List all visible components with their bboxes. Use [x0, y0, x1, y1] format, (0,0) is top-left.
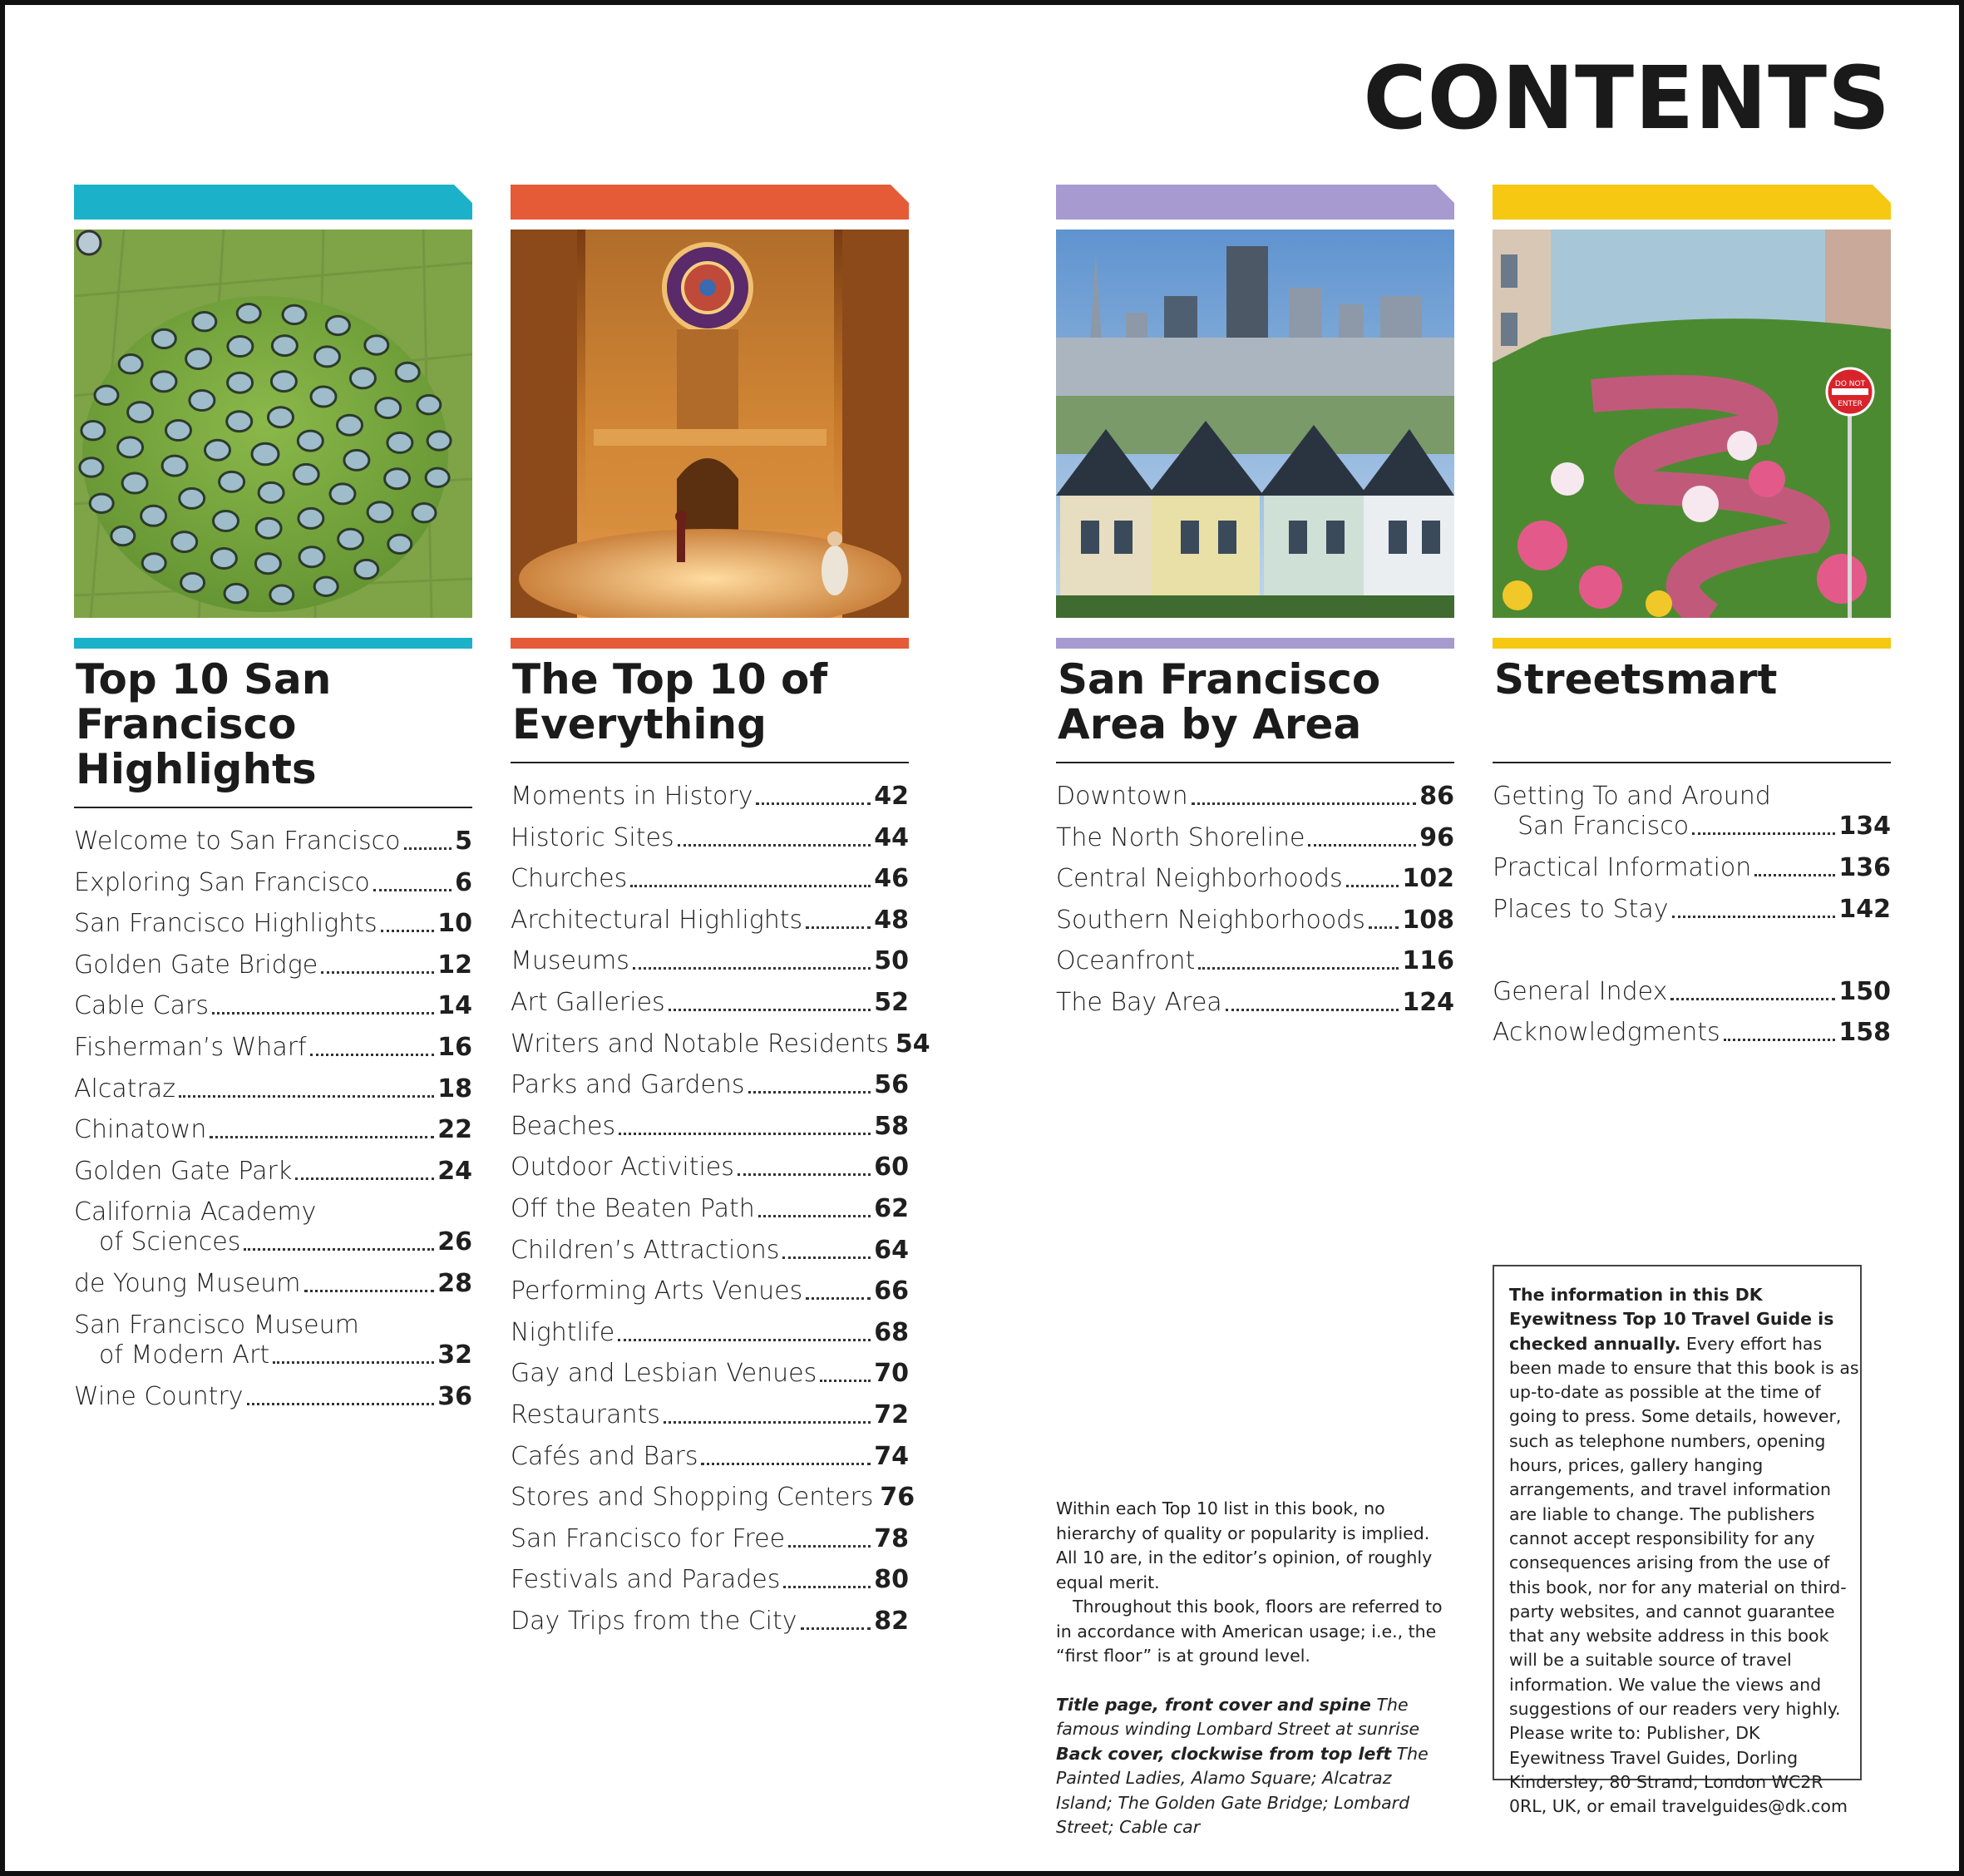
info-lead: The information in this DK Eyewitness Top 10 Travel Guide is checked annually. — [1509, 1285, 1834, 1354]
photo-painted-ladies — [1056, 230, 1454, 618]
dot-leader — [310, 1054, 435, 1056]
toc-entry-label: Outdoor Activities — [511, 1153, 734, 1182]
section-bar-orange — [511, 638, 909, 649]
toc-entry[interactable] — [1493, 853, 1891, 895]
dot-leader — [701, 1463, 871, 1465]
skylight — [211, 549, 236, 569]
dot-leader — [801, 1627, 871, 1630]
toc-entry-label-line1: California Academy — [74, 1197, 317, 1227]
toc-entry-label: Parks and Gardens — [511, 1070, 745, 1100]
skylight — [90, 494, 113, 512]
toc-entry[interactable] — [1056, 782, 1454, 823]
toc-entry[interactable] — [74, 1382, 472, 1424]
dot-leader — [618, 1339, 871, 1341]
toc-entry-page: 82 — [874, 1606, 909, 1636]
dot-leader — [1308, 844, 1416, 847]
toc-entry-label: Golden Gate Park — [74, 1156, 293, 1186]
toc-entry-page: 78 — [874, 1523, 909, 1553]
sign-text-bottom: ENTER — [1838, 400, 1863, 408]
dot-leader — [738, 1173, 871, 1176]
toc-entry-page: 60 — [874, 1153, 909, 1182]
toc-entry-label-line1: Getting To and Around — [1493, 782, 1771, 811]
skylight — [214, 511, 239, 531]
section-bar-cyan — [74, 638, 472, 649]
toc-entry-page: 124 — [1402, 987, 1454, 1017]
skylight — [166, 421, 191, 441]
skylight — [225, 584, 248, 602]
cathedral-image — [511, 230, 909, 618]
toc-entry-label: San Francisco for Free — [511, 1523, 786, 1553]
toc-entry-label: Day Trips from the City — [511, 1606, 797, 1636]
toc-entry-page: 134 — [1838, 812, 1891, 841]
skylight — [152, 329, 175, 348]
toc-entry-label: of Modern Art — [99, 1340, 270, 1370]
toc-entry[interactable] — [511, 1400, 909, 1442]
dot-leader — [758, 1215, 871, 1217]
skylight — [396, 363, 419, 381]
skylight — [344, 450, 369, 470]
toc-entry[interactable] — [74, 991, 472, 1033]
toc-entry-page: 102 — [1402, 864, 1454, 894]
toc-entry-page: 116 — [1402, 946, 1454, 976]
dot-leader — [806, 926, 871, 929]
toc-entry-page: 5 — [455, 827, 472, 856]
toc-entry[interactable] — [74, 1074, 472, 1116]
photo-lombard-street — [1493, 230, 1891, 618]
skylight — [151, 372, 176, 392]
toc-entry[interactable] — [1493, 977, 1891, 1019]
skylight — [388, 535, 412, 553]
skylight — [190, 391, 215, 411]
toc-entry-page: 28 — [437, 1269, 472, 1299]
toc-entry-label: Places to Stay — [1493, 894, 1669, 924]
dot-leader — [1226, 1009, 1399, 1011]
dot-leader — [1670, 998, 1835, 1000]
skylight — [355, 560, 378, 578]
dot-leader — [247, 1403, 435, 1405]
toc-entry[interactable] — [74, 1115, 472, 1157]
dot-leader — [404, 847, 452, 850]
section-everything — [511, 185, 930, 1647]
skylight — [294, 464, 318, 484]
toc-entry-label: Fisherman’s Wharf — [74, 1032, 307, 1062]
toc-entry[interactable] — [511, 906, 909, 947]
dot-leader — [788, 1545, 871, 1548]
skylight — [228, 373, 253, 392]
painted-ladies-image — [1056, 230, 1454, 618]
toc-entry-page: 136 — [1838, 853, 1891, 882]
dot-leader — [295, 1177, 434, 1180]
info-body: Every effort has been made to ensure that this book is as up-to-date as possible at the time of going to press. Some details, however, such as telephone numbers, opening hours, prices, gallery hanging arrangements, and travel information are liable to change. The publishers cannot accept responsibility for any consequences arising from the use of this book, nor for any material on third-party websites, and cannot guarantee that any website address in this book will be a suitable source of travel information. We value the views and suggestions of our readers very highly. Please write to: Publisher, DK Eyewitness Travel Guides, Dorling Kindersley, 80 Strand, London WC2R 0RL, UK, or email travelguides@dk.com — [1509, 1333, 1859, 1817]
toc-entry-label: Gay and Lesbian Venues — [511, 1359, 817, 1389]
toc-entry[interactable] — [74, 1197, 472, 1269]
skylight — [227, 412, 252, 432]
dot-leader — [381, 930, 435, 932]
toc-entry[interactable] — [511, 1318, 909, 1360]
skylight — [365, 336, 388, 354]
toc-entry-label: Practical Information — [1493, 853, 1752, 882]
toc-entry-label: Moments in History — [511, 782, 753, 811]
section-title: Top 10 San Francisco Highlights — [76, 655, 332, 793]
toc-entry[interactable] — [1493, 782, 1891, 853]
skylight — [376, 398, 401, 418]
toc-entry-page: 64 — [874, 1235, 909, 1265]
dot-leader — [1369, 926, 1399, 929]
toc-entry-label: The Bay Area — [1056, 987, 1222, 1017]
info-disclaimer-box — [1493, 1265, 1862, 1817]
skylight — [256, 518, 281, 538]
toc-entry-label: Cable Cars — [74, 991, 209, 1021]
skylight — [255, 554, 280, 574]
skylight — [412, 504, 436, 522]
skylight — [142, 554, 165, 572]
toc-entry-label: de Young Museum — [74, 1269, 301, 1299]
dot-leader — [783, 1586, 871, 1588]
section-tab-lavender — [1056, 185, 1454, 220]
skylight — [128, 402, 153, 422]
toc-entry-page: 150 — [1838, 976, 1891, 1006]
toc-entry[interactable] — [511, 1607, 909, 1648]
dot-leader — [321, 971, 434, 974]
toc-entry-label: Downtown — [1056, 782, 1188, 811]
skylight — [118, 437, 143, 457]
toc-entry[interactable] — [74, 868, 472, 910]
toc-entry-label: San Francisco Highlights — [74, 909, 378, 939]
section-area-by-area — [1056, 185, 1454, 1029]
toc-entry-label: Alcatraz — [74, 1074, 175, 1103]
note-floors: Throughout this book, floors are referred to in accordance with American usage; i.e., the “first floor” is at ground level. — [1056, 1597, 1443, 1666]
skylight — [326, 316, 349, 334]
section-rule — [74, 807, 472, 808]
toc-entry[interactable] — [511, 1483, 915, 1524]
toc-entry-page: 14 — [437, 991, 472, 1021]
toc-entry-label: Performing Arts Venues — [511, 1276, 803, 1306]
dot-leader — [179, 1095, 434, 1098]
toc-entry[interactable] — [511, 1442, 909, 1484]
toc-list — [74, 827, 472, 1424]
dot-leader — [273, 1361, 434, 1364]
skylight — [426, 468, 449, 486]
toc-entry-page: 52 — [874, 987, 909, 1017]
toc-entry-label: Historic Sites — [511, 822, 674, 852]
toc-entry-page: 18 — [437, 1074, 472, 1103]
toc-entry[interactable] — [511, 782, 909, 823]
skylight — [205, 440, 230, 460]
skylight — [228, 337, 253, 357]
toc-entry[interactable] — [1056, 988, 1454, 1029]
dot-leader — [1198, 967, 1399, 970]
section-title: The Top 10 of Everything — [512, 655, 828, 748]
toc-entry-label: Chinatown — [74, 1115, 207, 1145]
cover-caption: Title page, front cover and spine The famous winding Lombard Street at sunrise Back cover, clockwise from top left The Painted Ladies, Alamo Square; Alcatraz Island; The Golden Gate Bridge; Lombard Street; Cable car — [1056, 1694, 1429, 1837]
section-rule — [1493, 762, 1891, 763]
toc-entry-label: Museums — [511, 946, 629, 976]
toc-entry-page: 6 — [455, 867, 472, 897]
dot-leader — [1672, 916, 1836, 918]
toc-entry[interactable] — [511, 1112, 909, 1153]
toc-entry-label: Beaches — [511, 1111, 616, 1141]
skylight — [111, 526, 135, 545]
toc-entry-page: 74 — [874, 1441, 909, 1471]
toc-entry[interactable] — [511, 1524, 909, 1566]
toc-entry-page: 108 — [1402, 905, 1454, 935]
toc-entry[interactable] — [1056, 906, 1454, 947]
skylight — [298, 431, 323, 451]
toc-entry[interactable] — [511, 1359, 909, 1400]
toc-entry[interactable] — [74, 1033, 472, 1074]
section-title: Streetsmart — [1494, 655, 1778, 704]
toc-entry-page: 44 — [874, 822, 909, 852]
section-tab-orange — [511, 185, 909, 220]
skylight — [270, 585, 294, 604]
dot-leader — [806, 1297, 871, 1300]
toc-entry-page: 68 — [874, 1317, 909, 1347]
note-hierarchy: Within each Top 10 list in this book, no hierarchy of quality or popularity is implied. All 10 are, in the editor’s opinion, of roughly equal merit. — [1056, 1498, 1433, 1592]
toc-entry[interactable] — [511, 1070, 909, 1112]
toc-entry-label: Architectural Highlights — [511, 905, 803, 935]
section-bar-lavender — [1056, 638, 1454, 649]
skylight — [368, 502, 392, 522]
toc-entry[interactable] — [1056, 823, 1454, 865]
skylight — [252, 443, 279, 465]
toc-entry[interactable] — [511, 823, 909, 865]
toc-entry-page: 80 — [874, 1565, 909, 1595]
toc-entry[interactable] — [511, 1236, 909, 1277]
toc-entry-label: Exploring San Francisco — [74, 867, 370, 897]
section-rule — [511, 762, 909, 763]
toc-entry[interactable] — [511, 946, 909, 988]
skylight — [141, 506, 166, 526]
toc-entry-label: Wine Country — [74, 1381, 244, 1411]
section-bar-yellow — [1493, 638, 1891, 649]
toc-spacer — [1493, 936, 1891, 977]
toc-entry-page: 66 — [874, 1276, 909, 1306]
toc-entry[interactable] — [511, 864, 909, 906]
toc-entry-label: Nightlife — [511, 1317, 615, 1347]
toc-entry[interactable] — [74, 1157, 472, 1198]
skylight — [311, 387, 336, 407]
toc-entry-page: 56 — [874, 1070, 909, 1100]
dot-leader — [212, 1012, 434, 1015]
toc-entry-page: 142 — [1838, 894, 1891, 924]
dot-leader — [664, 1421, 871, 1424]
skylight — [283, 305, 306, 323]
skylight — [387, 432, 412, 452]
toc-entry-page: 72 — [874, 1400, 909, 1429]
dot-leader — [1192, 802, 1417, 805]
section-title: San Francisco Area by Area — [1058, 655, 1381, 748]
toc-entry-label: Cafés and Bars — [511, 1441, 698, 1471]
toc-entry[interactable] — [511, 1194, 909, 1236]
dot-leader — [1724, 1039, 1836, 1041]
toc-entry[interactable] — [74, 1311, 472, 1382]
skylight — [119, 355, 142, 373]
section-tab-cyan — [74, 185, 472, 220]
toc-list — [511, 782, 930, 1647]
skylight — [315, 347, 340, 367]
dot-leader — [1754, 874, 1835, 876]
toc-entry-page: 62 — [874, 1193, 909, 1223]
toc-entry-page: 24 — [437, 1156, 472, 1186]
toc-entry-label: Stores and Shopping Centers — [511, 1483, 874, 1513]
toc-entry[interactable] — [74, 1269, 472, 1311]
skylight — [186, 349, 211, 369]
dot-leader — [633, 967, 871, 970]
skylight — [237, 304, 260, 323]
skylight — [220, 471, 244, 491]
toc-entry[interactable] — [1056, 864, 1454, 906]
dot-leader — [820, 1380, 871, 1382]
skylight — [427, 432, 451, 450]
toc-entry[interactable] — [74, 827, 472, 868]
toc-entry-page: 86 — [1419, 782, 1454, 811]
dot-leader — [669, 1009, 871, 1011]
section-tab-yellow — [1493, 185, 1891, 220]
dot-leader — [630, 885, 871, 887]
toc-entry-page: 12 — [437, 950, 472, 980]
toc-entry[interactable] — [511, 1029, 930, 1071]
skylight — [272, 336, 297, 356]
toc-list — [1493, 782, 1891, 1059]
toc-entry-label: San Francisco — [1517, 812, 1690, 841]
toc-entry[interactable] — [1493, 895, 1891, 936]
toc-entry[interactable] — [511, 1565, 909, 1607]
dot-leader — [748, 1091, 871, 1094]
toc-entry-page: 76 — [880, 1483, 915, 1513]
section-streetsmart — [1493, 185, 1891, 1059]
skylight — [338, 415, 363, 435]
skylight — [80, 458, 103, 476]
toc-entry-page: 54 — [895, 1029, 930, 1059]
toc-entry-label: Golden Gate Bridge — [74, 950, 318, 980]
toc-entry-label: Oceanfront — [1056, 946, 1196, 976]
toc-entry-label: of Sciences — [99, 1227, 241, 1257]
sign-text-top: DO NOT — [1834, 380, 1866, 388]
toc-entry-label: Off the Beaten Path — [511, 1193, 755, 1223]
toc-entry-page: 22 — [437, 1115, 472, 1145]
skylight — [95, 386, 118, 404]
skylight — [259, 482, 284, 502]
skylight — [162, 456, 187, 476]
section-rule — [1056, 762, 1454, 763]
skylight — [417, 396, 441, 414]
toc-entry-label: Welcome to San Francisco — [74, 827, 401, 856]
toc-entry-page: 36 — [437, 1381, 472, 1411]
dot-leader — [244, 1248, 434, 1251]
toc-entry-page: 26 — [437, 1227, 472, 1257]
skylight — [271, 372, 296, 392]
skylight — [314, 577, 338, 595]
dot-leader — [678, 844, 871, 847]
dot-leader — [1692, 832, 1835, 835]
toc-entry[interactable] — [1056, 946, 1454, 988]
toc-entry-page: 50 — [874, 946, 909, 976]
skylight — [180, 488, 205, 508]
skylight — [385, 469, 410, 489]
toc-entry-page: 96 — [1419, 822, 1454, 852]
skylight — [350, 368, 375, 388]
living-roof-image — [74, 230, 472, 618]
toc-entry-label: Southern Neighborhoods — [1056, 905, 1365, 935]
skylight — [172, 532, 197, 552]
skylight — [299, 508, 323, 528]
toc-entry[interactable] — [74, 950, 472, 992]
skylight — [299, 547, 324, 567]
toc-list — [1056, 782, 1454, 1029]
photo-living-roof — [74, 230, 472, 618]
toc-entry-label: Children’s Attractions — [511, 1235, 780, 1265]
toc-entry-label: Restaurants — [511, 1400, 660, 1429]
toc-entry[interactable] — [1493, 1018, 1891, 1059]
section-highlights — [74, 185, 472, 1424]
page-title: CONTENTS — [1363, 47, 1891, 149]
toc-entry[interactable] — [511, 988, 909, 1029]
toc-entry-label-line1: San Francisco Museum — [74, 1310, 359, 1340]
toc-entry[interactable] — [511, 1153, 909, 1194]
toc-entry-page: 48 — [874, 905, 909, 935]
lombard-street-image — [1493, 230, 1891, 618]
toc-entry-label: General Index — [1493, 976, 1668, 1006]
toc-entry-page: 46 — [874, 864, 909, 894]
toc-entry-label: Acknowledgments — [1493, 1018, 1720, 1048]
toc-entry-label: Festivals and Parades — [511, 1565, 781, 1595]
skylight — [330, 484, 355, 504]
dot-leader — [373, 889, 452, 891]
toc-entry-page: 16 — [437, 1032, 472, 1062]
toc-entry[interactable] — [511, 1276, 909, 1318]
dot-leader — [304, 1290, 435, 1292]
skylight — [181, 573, 205, 591]
skylight — [338, 529, 363, 549]
skylight — [193, 313, 216, 331]
dot-leader — [210, 1136, 434, 1138]
toc-entry-page: 158 — [1838, 1018, 1891, 1048]
dot-leader — [619, 1133, 871, 1135]
toc-entry[interactable] — [74, 909, 472, 950]
toc-entry-page: 70 — [874, 1359, 909, 1389]
toc-entry-label: Central Neighborhoods — [1056, 864, 1343, 894]
dot-leader — [1346, 885, 1399, 887]
editorial-notes — [1056, 1497, 1447, 1840]
toc-entry-page: 32 — [437, 1340, 472, 1370]
toc-entry-label: Writers and Notable Residents — [511, 1029, 889, 1059]
dot-leader — [782, 1256, 871, 1259]
toc-entry-page: 42 — [874, 782, 909, 811]
skylight — [122, 473, 147, 493]
toc-entry-page: 58 — [874, 1111, 909, 1141]
toc-entry-label: Churches — [511, 864, 628, 894]
photo-cathedral — [511, 230, 909, 618]
toc-entry-label: Art Galleries — [511, 987, 665, 1017]
skylight — [81, 422, 105, 440]
dot-leader — [756, 802, 871, 805]
toc-entry-page: 10 — [437, 909, 472, 939]
toc-entry-label: The North Shoreline — [1056, 822, 1305, 852]
skylight — [269, 407, 294, 427]
